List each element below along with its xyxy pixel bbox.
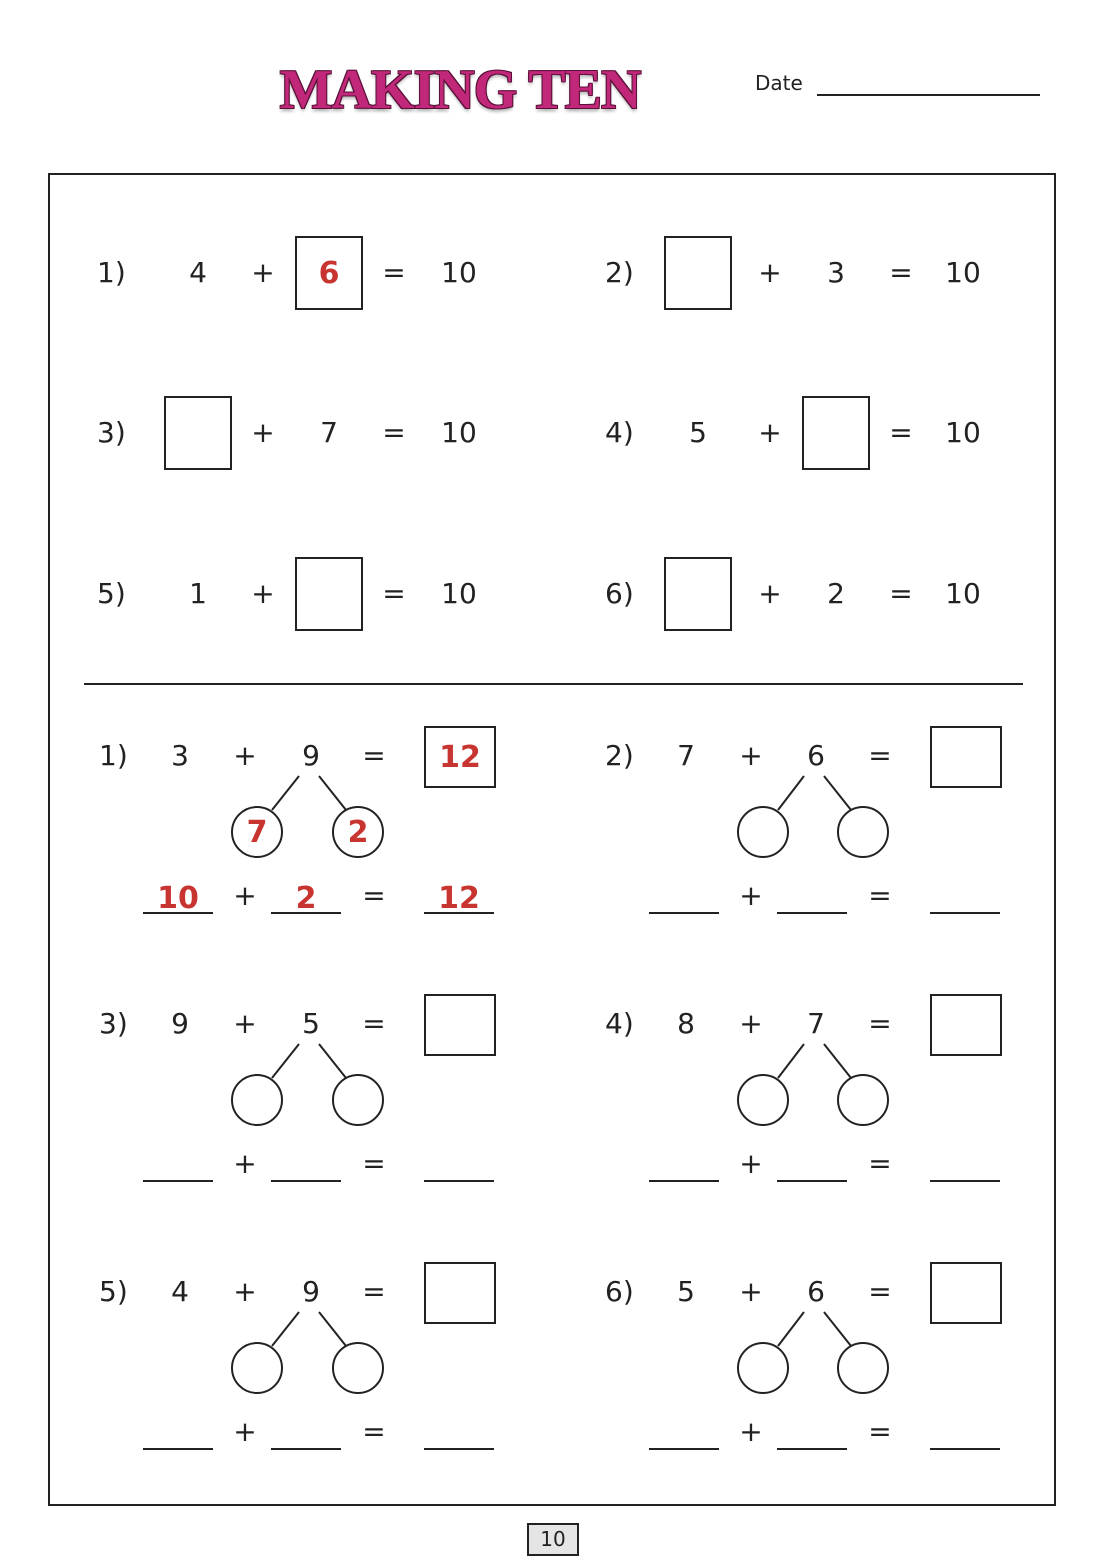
part1-problem-4-sum: 10 bbox=[945, 416, 981, 449]
part1-problem-2-equals-sign: = bbox=[889, 256, 913, 289]
part2-problem-2-ten-blank[interactable] bbox=[649, 884, 719, 914]
part2-problem-2-line-equals-sign: = bbox=[868, 879, 892, 912]
part1-problem-5-sum: 10 bbox=[441, 577, 477, 610]
part1-problem-3-answer-box[interactable] bbox=[164, 396, 232, 470]
part2-problem-5-equals-sign: = bbox=[362, 1275, 386, 1308]
part2-problem-6-total-blank[interactable] bbox=[930, 1420, 1000, 1450]
part2-problem-5-remainder-blank[interactable] bbox=[271, 1420, 341, 1450]
part1-problem-5-answer-box[interactable] bbox=[295, 557, 363, 631]
part2-problem-6-remainder-blank[interactable] bbox=[777, 1420, 847, 1450]
part1-problem-4-number: 4) bbox=[605, 416, 634, 449]
part1-problem-2-answer-box[interactable] bbox=[664, 236, 732, 310]
part2-problem-4-plus-sign: + bbox=[739, 1007, 763, 1040]
part2-problem-2-split-circle-2[interactable] bbox=[837, 806, 889, 858]
part1-problem-6-plus-sign: + bbox=[758, 577, 782, 610]
part2-problem-3-second-addend: 5 bbox=[302, 1007, 320, 1040]
part2-problem-1-line-equals-sign: = bbox=[362, 879, 386, 912]
part2-problem-1-total-blank[interactable]: 12 bbox=[424, 884, 494, 914]
part2-problem-5-line-plus-sign: + bbox=[233, 1415, 257, 1448]
part2-problem-5-total-blank[interactable] bbox=[424, 1420, 494, 1450]
part2-problem-4-remainder-blank[interactable] bbox=[777, 1152, 847, 1182]
part1-problem-2-addend: 3 bbox=[827, 256, 845, 289]
part1-problem-1-addend: 4 bbox=[189, 256, 207, 289]
part2-problem-1-split-circle-2[interactable]: 2 bbox=[332, 806, 384, 858]
part2-problem-1-line-plus-sign: + bbox=[233, 879, 257, 912]
part2-problem-5-split-circle-1[interactable] bbox=[231, 1342, 283, 1394]
page-number: 10 bbox=[527, 1523, 579, 1556]
part2-problem-2-answer-box[interactable] bbox=[930, 726, 1002, 788]
part2-problem-1-equals-sign: = bbox=[362, 739, 386, 772]
part2-problem-5-line-equals-sign: = bbox=[362, 1415, 386, 1448]
part1-problem-1-plus-sign: + bbox=[251, 256, 275, 289]
part2-problem-4-split-circle-2[interactable] bbox=[837, 1074, 889, 1126]
part2-problem-2-second-addend: 6 bbox=[807, 739, 825, 772]
part2-problem-6-first-addend: 5 bbox=[677, 1275, 695, 1308]
part2-problem-4-split-circle-1[interactable] bbox=[737, 1074, 789, 1126]
part2-problem-2-split-circle-1[interactable] bbox=[737, 806, 789, 858]
part1-problem-6-equals-sign: = bbox=[889, 577, 913, 610]
part1-problem-2-number: 2) bbox=[605, 256, 634, 289]
part2-problem-5-plus-sign: + bbox=[233, 1275, 257, 1308]
part2-problem-3-split-circle-1[interactable] bbox=[231, 1074, 283, 1126]
part1-problem-2-sum: 10 bbox=[945, 256, 981, 289]
part2-problem-2-remainder-blank[interactable] bbox=[777, 884, 847, 914]
part1-problem-3-number: 3) bbox=[97, 416, 126, 449]
part1-problem-2-plus-sign: + bbox=[758, 256, 782, 289]
part1-problem-6-number: 6) bbox=[605, 577, 634, 610]
part2-problem-5-split-circle-2[interactable] bbox=[332, 1342, 384, 1394]
part1-problem-5-plus-sign: + bbox=[251, 577, 275, 610]
part2-problem-3-split-circle-2[interactable] bbox=[332, 1074, 384, 1126]
part2-problem-5-ten-blank[interactable] bbox=[143, 1420, 213, 1450]
part2-problem-2-number: 2) bbox=[605, 739, 634, 772]
part2-problem-4-answer-box[interactable] bbox=[930, 994, 1002, 1056]
part2-problem-3-remainder-blank[interactable] bbox=[271, 1152, 341, 1182]
date-field[interactable] bbox=[817, 94, 1040, 96]
part2-problem-6-ten-blank[interactable] bbox=[649, 1420, 719, 1450]
part1-problem-3-equals-sign: = bbox=[382, 416, 406, 449]
part2-problem-5-answer-box[interactable] bbox=[424, 1262, 496, 1324]
part2-problem-5-number: 5) bbox=[99, 1275, 128, 1308]
part2-problem-1-second-addend: 9 bbox=[302, 739, 320, 772]
part1-problem-3-addend: 7 bbox=[320, 416, 338, 449]
part1-problem-4-plus-sign: + bbox=[758, 416, 782, 449]
part2-problem-4-equals-sign: = bbox=[868, 1007, 892, 1040]
part1-problem-6-addend: 2 bbox=[827, 577, 845, 610]
part1-problem-3-sum: 10 bbox=[441, 416, 477, 449]
part2-problem-1-ten-blank[interactable]: 10 bbox=[143, 884, 213, 914]
part1-problem-6-answer-box[interactable] bbox=[664, 557, 732, 631]
part2-problem-6-split-circle-2[interactable] bbox=[837, 1342, 889, 1394]
part2-problem-6-plus-sign: + bbox=[739, 1275, 763, 1308]
part1-problem-1-equals-sign: = bbox=[382, 256, 406, 289]
part2-problem-6-second-addend: 6 bbox=[807, 1275, 825, 1308]
part2-problem-3-line-equals-sign: = bbox=[362, 1147, 386, 1180]
part2-problem-3-line-plus-sign: + bbox=[233, 1147, 257, 1180]
part1-problem-1-number: 1) bbox=[97, 256, 126, 289]
part1-problem-1-answer-box[interactable]: 6 bbox=[295, 236, 363, 310]
section-divider bbox=[84, 683, 1023, 685]
part2-problem-3-answer-box[interactable] bbox=[424, 994, 496, 1056]
part2-problem-1-first-addend: 3 bbox=[171, 739, 189, 772]
part1-problem-4-equals-sign: = bbox=[889, 416, 913, 449]
part1-problem-6-sum: 10 bbox=[945, 577, 981, 610]
part2-problem-2-first-addend: 7 bbox=[677, 739, 695, 772]
part2-problem-3-equals-sign: = bbox=[362, 1007, 386, 1040]
part2-problem-3-first-addend: 9 bbox=[171, 1007, 189, 1040]
part2-problem-3-number: 3) bbox=[99, 1007, 128, 1040]
part2-problem-2-line-plus-sign: + bbox=[739, 879, 763, 912]
part1-problem-1-sum: 10 bbox=[441, 256, 477, 289]
part2-problem-1-number: 1) bbox=[99, 739, 128, 772]
part1-problem-4-addend: 5 bbox=[689, 416, 707, 449]
part2-problem-1-split-circle-1[interactable]: 7 bbox=[231, 806, 283, 858]
part2-problem-3-total-blank[interactable] bbox=[424, 1152, 494, 1182]
part2-problem-4-ten-blank[interactable] bbox=[649, 1152, 719, 1182]
part2-problem-6-split-circle-1[interactable] bbox=[737, 1342, 789, 1394]
worksheet-frame bbox=[48, 173, 1056, 1506]
part1-problem-5-number: 5) bbox=[97, 577, 126, 610]
part1-problem-5-equals-sign: = bbox=[382, 577, 406, 610]
part2-problem-6-answer-box[interactable] bbox=[930, 1262, 1002, 1324]
part2-problem-2-equals-sign: = bbox=[868, 739, 892, 772]
date-label: Date bbox=[755, 71, 803, 95]
part2-problem-4-second-addend: 7 bbox=[807, 1007, 825, 1040]
part2-problem-1-plus-sign: + bbox=[233, 739, 257, 772]
part2-problem-6-line-equals-sign: = bbox=[868, 1415, 892, 1448]
part2-problem-6-number: 6) bbox=[605, 1275, 634, 1308]
part1-problem-5-addend: 1 bbox=[189, 577, 207, 610]
part2-problem-6-line-plus-sign: + bbox=[739, 1415, 763, 1448]
part2-problem-1-answer-box[interactable]: 12 bbox=[424, 726, 496, 788]
part2-problem-5-second-addend: 9 bbox=[302, 1275, 320, 1308]
part2-problem-4-number: 4) bbox=[605, 1007, 634, 1040]
part2-problem-1-remainder-blank[interactable]: 2 bbox=[271, 884, 341, 914]
part2-problem-3-ten-blank[interactable] bbox=[143, 1152, 213, 1182]
part2-problem-4-line-equals-sign: = bbox=[868, 1147, 892, 1180]
part2-problem-6-equals-sign: = bbox=[868, 1275, 892, 1308]
part2-problem-5-first-addend: 4 bbox=[171, 1275, 189, 1308]
part2-problem-2-total-blank[interactable] bbox=[930, 884, 1000, 914]
part2-problem-4-line-plus-sign: + bbox=[739, 1147, 763, 1180]
worksheet-title: MAKING TEN bbox=[279, 59, 641, 121]
part1-problem-3-plus-sign: + bbox=[251, 416, 275, 449]
part2-problem-4-first-addend: 8 bbox=[677, 1007, 695, 1040]
part2-problem-4-total-blank[interactable] bbox=[930, 1152, 1000, 1182]
part2-problem-2-plus-sign: + bbox=[739, 739, 763, 772]
part2-problem-3-plus-sign: + bbox=[233, 1007, 257, 1040]
part1-problem-4-answer-box[interactable] bbox=[802, 396, 870, 470]
